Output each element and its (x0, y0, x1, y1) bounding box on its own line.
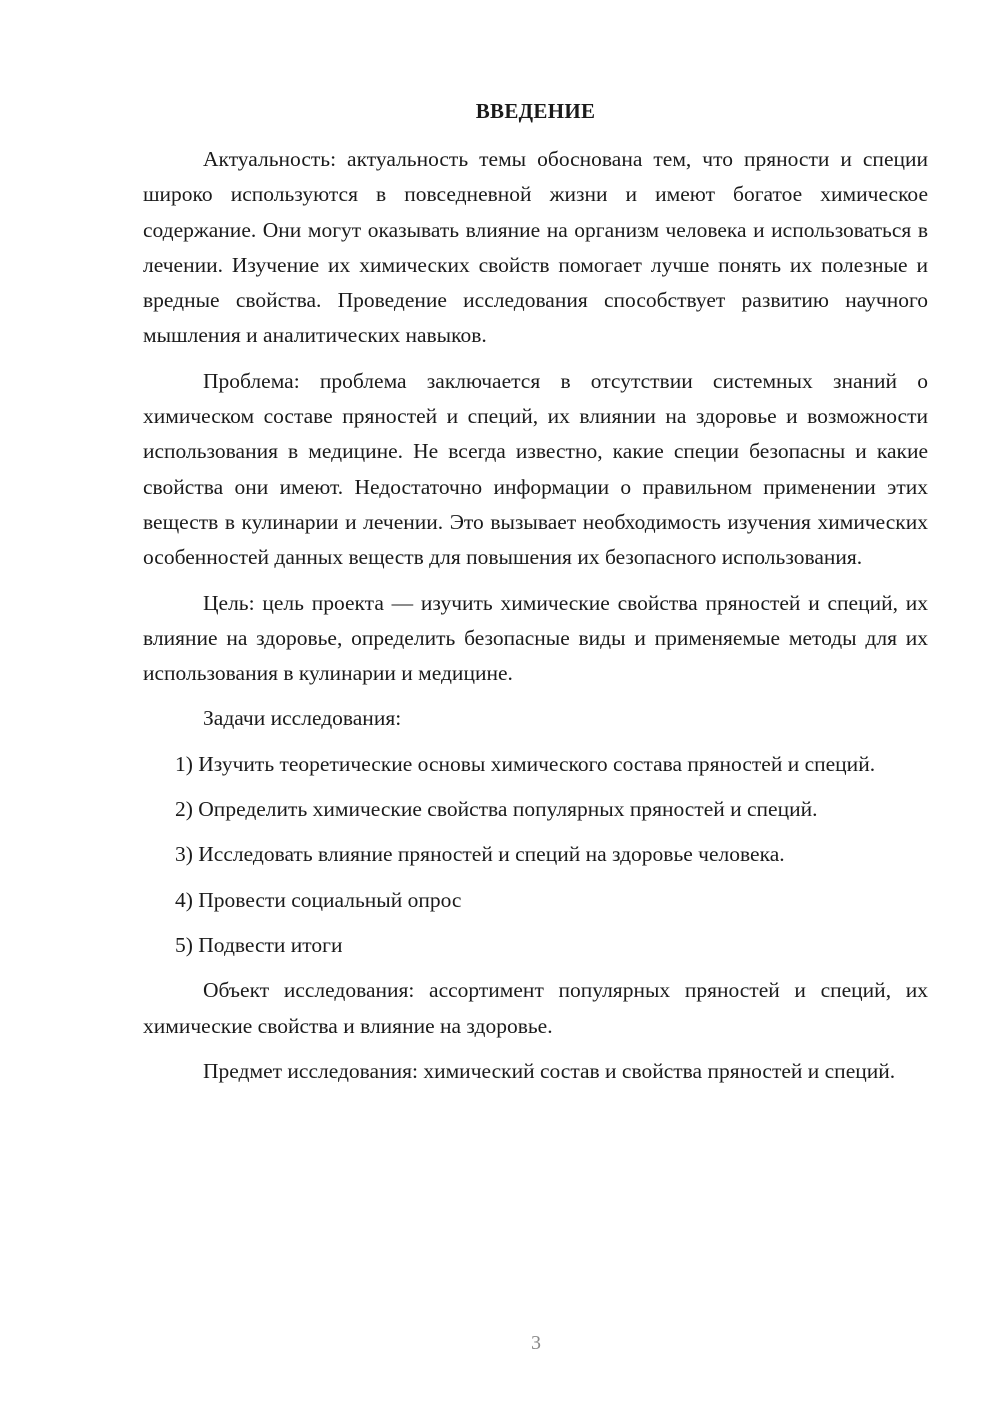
page-number: 3 (531, 1332, 541, 1354)
task-item-1: 1) Изучить теоретические основы химического состава пряностей и специй. (175, 751, 876, 776)
task-item-5: 5) Подвести итоги (175, 932, 343, 957)
document-body (143, 142, 928, 1099)
goal-paragraph: Цель: цель проекта — изучить химические свойства пряностей и специй, их влияние на здоровье, определить безопасные виды и применяемые методы для их использования в кулинарии и медицине. (143, 590, 928, 686)
subject-paragraph: Предмет исследования: химический состав и свойства пряностей и специй. (203, 1058, 896, 1083)
task-item-4: 4) Провести социальный опрос (175, 887, 462, 912)
tasks-heading: Задачи исследования: (203, 706, 402, 731)
problem-paragraph: Проблема: проблема заключается в отсутствии системных знаний о химическом составе пряностей и специй, их влиянии на здоровье и возможности использования в медицине. Не всегда известно, какие специи безопасны и какие свойства они имеют. Недостаточно информации о правильном применении этих веществ в кулинарии и лечении. Это вызывает необходимость изучения химических особенностей данных веществ для повышения их безопасного использования. (143, 368, 928, 570)
object-paragraph: Объект исследования: ассортимент популярных пряностей и специй, их химические свойства и влияние на здоровье. (143, 978, 928, 1038)
relevance-paragraph: Актуальность: актуальность темы обоснована тем, что пряности и специи широко используются в повседневной жизни и имеют богатое химическое содержание. Они могут оказывать влияние на организм человека и использоваться в лечении. Изучение их химических свойств помогает лучше понять их полезные и вредные свойства. Проведение исследования способствует развитию научного мышления и аналитических навыков. (143, 147, 928, 348)
page-title: ВВЕДЕНИЕ (475, 99, 596, 123)
task-item-3: 3) Исследовать влияние пряностей и специй на здоровье человека. (175, 842, 785, 867)
task-item-2: 2) Определить химические свойства популярных пряностей и специй. (175, 797, 818, 822)
